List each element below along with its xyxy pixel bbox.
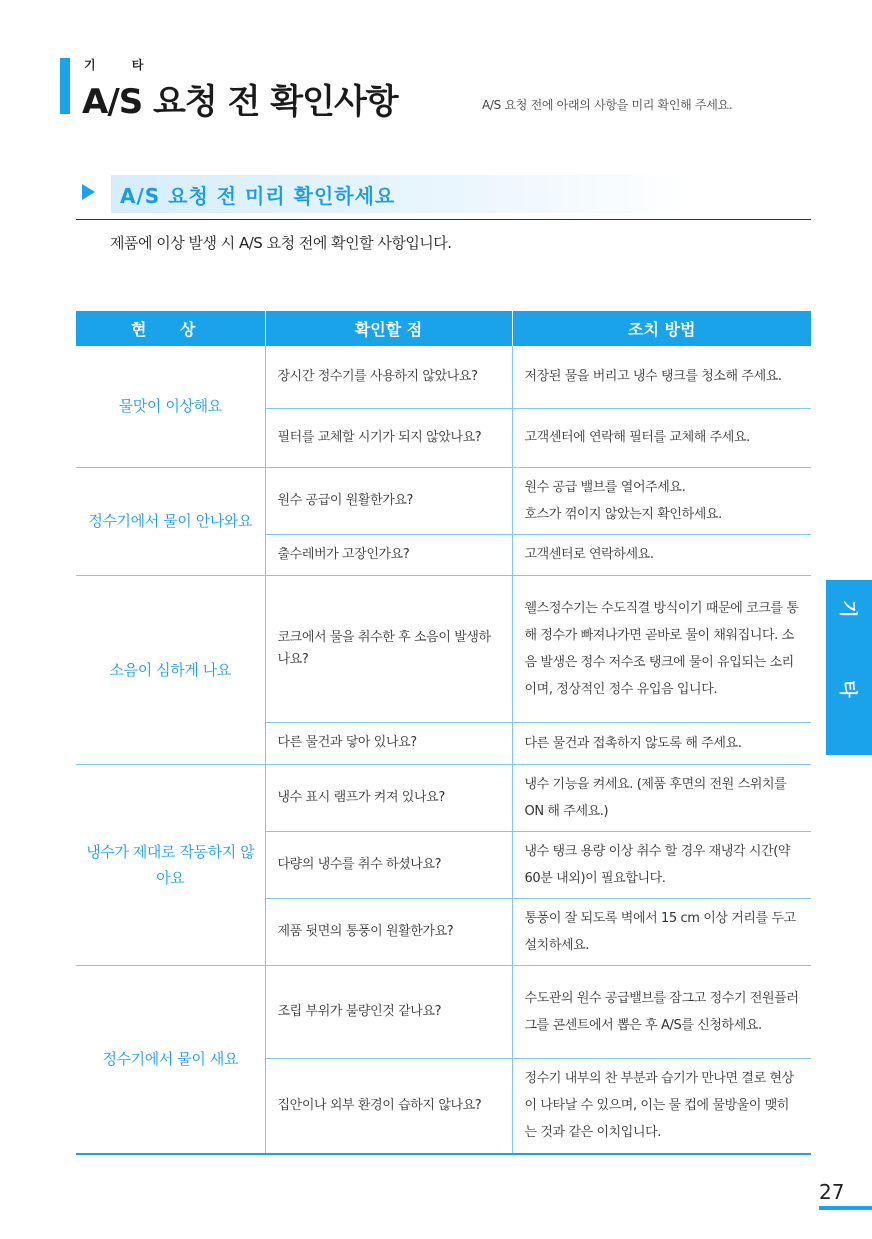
symptom-cell: 정수기에서 물이 안나와요 [76,467,265,575]
table-row [76,764,811,831]
side-tab-char: 타 [837,680,858,698]
check-cell: 집안이나 외부 환경이 습하지 않나요? [265,1058,512,1154]
symptom-cell: 소음이 심하게 나요 [76,575,265,764]
header-symptom: 현 상 [76,311,265,346]
action-cell: 다른 물건과 접촉하지 않도록 해 주세요. [512,722,811,764]
table-row [76,575,811,722]
check-cell: 제품 뒷면의 통풍이 원활한가요? [265,898,512,965]
section-intro: 제품에 이상 발생 시 A/S 요청 전에 확인할 사항입니다. [110,234,452,252]
table-row [76,965,811,1058]
header-action: 조치 방법 [512,311,811,346]
symptom-cell: 정수기에서 물이 새요 [76,965,265,1154]
table-header-row [76,311,811,346]
action-line: 원수 공급 밸브를 열어주세요. [524,479,686,495]
side-tab-char: 기 [837,600,858,618]
page-title: A/S 요청 전 확인사항 [82,82,398,122]
symptom-cell: 냉수가 제대로 작동하지 않아요 [76,764,265,965]
page-number-underline [819,1206,872,1210]
check-cell: 조립 부위가 불량인것 같나요? [265,965,512,1058]
action-cell: 고객센터로 연락하세요. [512,534,811,575]
section-title: A/S 요청 전 미리 확인하세요 [120,184,396,208]
action-cell: 정수기 내부의 찬 부분과 습기가 만나면 결로 현상이 나타날 수 있으며, 이는 물 컵에 물방울이 맺히는 것과 같은 이치입니다. [512,1058,811,1154]
check-cell: 장시간 정수기를 사용하지 않았나요? [265,346,512,408]
action-cell: 냉수 기능을 켜세요. (제품 후면의 전원 스위치를 ON 해 주세요.) [512,764,811,831]
action-cell: 냉수 탱크 용량 이상 취수 할 경우 재냉각 시간(약 60분 내외)이 필요합니다. [512,831,811,898]
action-cell: 수도관의 원수 공급밸브를 잠그고 정수기 전원플러그를 콘센트에서 뽑은 후 A/S를 신청하세요. [512,965,811,1058]
symptom-cell: 물맛이 이상해요 [76,346,265,467]
action-cell: 고객센터에 연락해 필터를 교체해 주세요. [512,408,811,467]
table-row [76,467,811,534]
action-cell: 웰스정수기는 수도직결 방식이기 때문에 코크를 통해 정수가 빠져나가면 곧바로 물이 채워집니다. 소음 발생은 정수 저수조 탱크에 물이 유입되는 소리이며, 정상적인 정수 유입음 입니다. [512,575,811,722]
page-number: 27 [819,1180,845,1204]
category-accent-bar [60,58,70,114]
category-label: 기 타 [84,58,160,72]
troubleshooting-table [76,311,811,1155]
header-check: 확인할 점 [265,311,512,346]
check-cell: 필터를 교체할 시기가 되지 않았나요? [265,408,512,467]
action-line: 호스가 꺾이지 않았는지 확인하세요. [524,506,722,522]
page-subtitle: A/S 요청 전에 아래의 사항을 미리 확인해 주세요. [482,98,733,112]
check-cell: 냉수 표시 램프가 켜져 있나요? [265,764,512,831]
check-cell: 다량의 냉수를 취수 하셨나요? [265,831,512,898]
check-cell: 코크에서 물을 취수한 후 소음이 발생하나요? [265,575,512,722]
section-divider [76,219,811,220]
action-cell: 통풍이 잘 되도록 벽에서 15 cm 이상 거리를 두고 설치하세요. [512,898,811,965]
check-cell: 원수 공급이 원활한가요? [265,467,512,534]
check-cell: 다른 물건과 닿아 있나요? [265,722,512,764]
check-cell: 출수레버가 고장인가요? [265,534,512,575]
table-row [76,346,811,408]
action-cell: 저장된 물을 버리고 냉수 탱크를 청소해 주세요. [512,346,811,408]
action-cell [512,467,811,534]
section-arrow-icon [82,184,95,200]
side-chapter-tab [826,580,872,755]
